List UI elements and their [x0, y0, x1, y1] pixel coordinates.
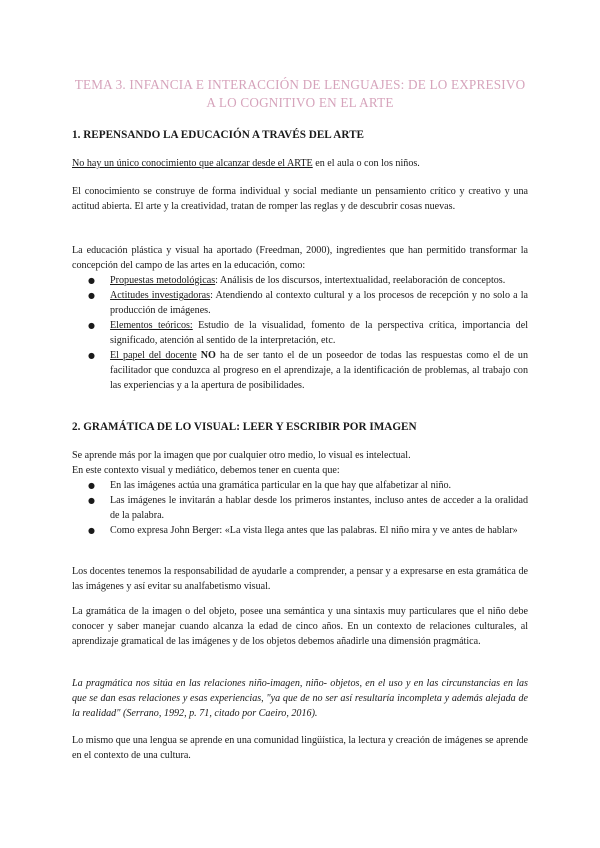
section2-quote: La pragmática nos sitúa en las relaciones niño-imagen, niño- objetos, en el uso y en las circunstancias en las que se dan esas relaciones y esas experiencias, "ya que de no ser así resultaría incompleta y además alejada de la realidad" (Serrano, 1992, p. 71, citado por Caeiro, 2016).	[72, 678, 528, 719]
bullet-text: : Análisis de los discursos, intertextualidad, reelaboración de conceptos.	[215, 275, 506, 286]
bullet-text: : Atendiendo al contexto cultural y a los procesos de recepción y no solo a la producción de imágenes.	[110, 290, 529, 316]
section1-heading: 1. REPENSANDO LA EDUCACIÓN A TRAVÉS DEL ARTE	[72, 129, 365, 141]
section1-intro	[72, 156, 528, 171]
section2-paragraph-2: La gramática de la imagen o del objeto, posee una semántica y una sintaxis muy particulares que el niño debe conocer y saber manejar cuando alcanza la edad de cinco años. En un contexto de relaciones culturales, al aprendizaje gramatical de las imágenes y de los objetos debemos añadirle una dimensión pragmática.	[72, 606, 528, 647]
list-item	[72, 348, 528, 393]
list-item: ● Las imágenes le invitarán a hablar desde los primeros instantes, incluso antes de acceder a la oralidad de la palabra.	[72, 493, 528, 523]
bullet-label: El papel del docente	[110, 350, 197, 361]
section1-bullet-list	[72, 273, 528, 393]
list-item: ● En las imágenes actúa una gramática particular en la que hay que alfabetizar al niño.	[72, 478, 528, 493]
list-item: ● Como expresa John Berger: «La vista llega antes que las palabras. El niño mira y ve antes de hablar»	[72, 523, 528, 538]
bullet-label: Propuestas metodológicas	[110, 275, 216, 286]
bullet-text: ha de ser tanto el de un poseedor de todas las respuestas como el de un facilitador que conduzca al progreso en el aprendizaje, a la identificación de problemas, al trabajo con las experiencias y a la apertura de posibilidades.	[110, 350, 528, 391]
list-item	[72, 288, 528, 318]
section1-paragraph-1: El conocimiento se construye de forma individual y social mediante un pensamiento crítico y creativo y una actitud abierta. El arte y la creatividad, tratan de romper las reglas y de descubrir cosas nuevas.	[72, 186, 528, 212]
section2-paragraph-1: Los docentes tenemos la responsabilidad de ayudarle a comprender, a pensar y a expresarse en esta gramática de las imágenes y así evitar su analfabetismo visual.	[72, 566, 528, 592]
bullet-label: Elementos teóricos:	[110, 320, 193, 331]
document-title: TEMA 3. INFANCIA E INTERACCIÓN DE LENGUAJES: DE LO EXPRESIVO A LO COGNITIVO EN EL ARTE	[74, 77, 526, 110]
section2-paragraph-3: Lo mismo que una lengua se aprende en una comunidad lingüística, la lectura y creación de imágenes se aprende en el contexto de una cultura.	[72, 735, 529, 761]
section2-heading: 2. GRAMÁTICA DE LO VISUAL: LEER Y ESCRIBIR POR IMAGEN	[72, 421, 417, 433]
section1-intro-rest: en el aula o con los niños.	[312, 158, 420, 169]
section2-bullet-list	[72, 478, 528, 538]
list-item	[72, 318, 528, 348]
list-item	[72, 273, 528, 288]
bullet-label: Actitudes investigadoras	[110, 290, 211, 301]
section2-line-2: En este contexto visual y mediático, debemos tener en cuenta que:	[72, 465, 340, 476]
bullet-bold: NO	[196, 350, 216, 361]
section1-paragraph-2: La educación plástica y visual ha aportado (Freedman, 2000), ingredientes que han permitido transformar la concepción del campo de las artes en la educación, como:	[72, 245, 528, 271]
section2-line-1: Se aprende más por la imagen que por cualquier otro medio, lo visual es intelectual.	[72, 450, 411, 461]
bullet-text: Estudio de la visualidad, fomento de la perspectiva crítica, importancia del significado, atención al sentido de la interpretación, etc.	[110, 320, 529, 346]
section1-intro-underlined: No hay un único conocimiento que alcanzar desde el ARTE	[72, 158, 313, 169]
